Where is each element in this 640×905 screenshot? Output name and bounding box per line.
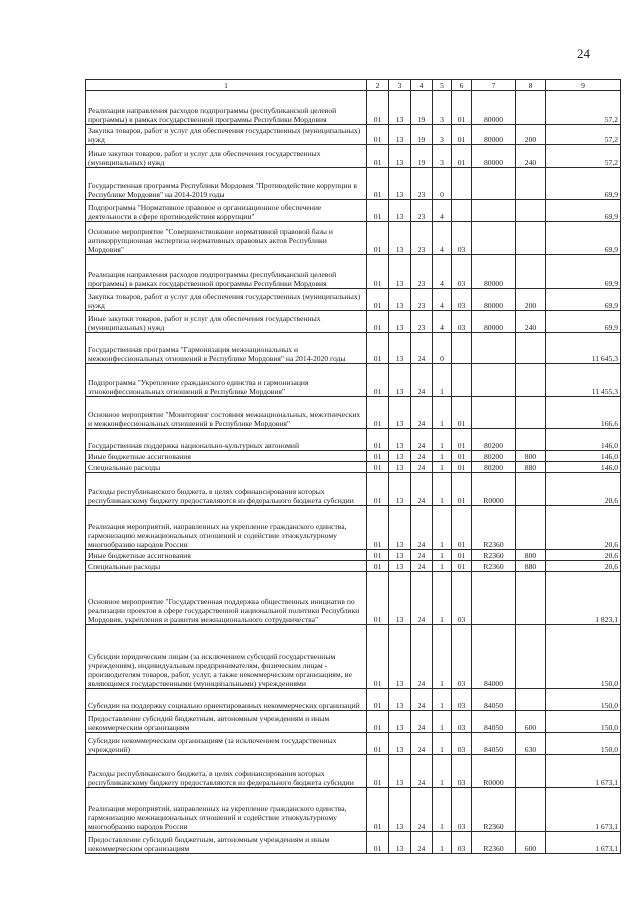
expense-name-cell: Субсидии некоммерческим организациям (за исключением государственных учреждений) (86, 733, 367, 755)
page-number: 24 (577, 46, 590, 61)
subprogram-code-cell: 1 (433, 473, 452, 506)
expense-type-cell: 880 (516, 561, 546, 572)
section-code-cell: 01 (367, 711, 389, 733)
amount-cell: 57,2 (546, 91, 621, 125)
program-code-cell: 24 (411, 462, 433, 473)
subsection-code-cell: 13 (389, 289, 411, 311)
amount-cell: 146,0 (546, 462, 621, 473)
amount-cell: 11 455,3 (546, 364, 621, 397)
header-col-9: 9 (546, 80, 621, 91)
program-code-cell: 23 (411, 255, 433, 289)
activity-code-cell (452, 200, 472, 222)
activity-code-cell: 03 (452, 572, 472, 625)
subsection-code-cell: 13 (389, 200, 411, 222)
expense-type-cell (516, 255, 546, 289)
activity-code-cell (452, 168, 472, 200)
program-code-cell: 24 (411, 788, 433, 832)
expense-name-cell: Основное мероприятие "Совершенствование нормативной правовой базы и антикоррупционная экспертиза нормативных правовых актов Республики Мордовия" (86, 222, 367, 255)
table-row (86, 832, 621, 854)
table-row (86, 222, 621, 255)
subprogram-code-cell: 4 (433, 289, 452, 311)
table-row (86, 200, 621, 222)
direction-code-cell: 84050 (472, 689, 516, 711)
direction-code-cell (472, 200, 516, 222)
table-row (86, 711, 621, 733)
amount-cell: 1 673,1 (546, 788, 621, 832)
subprogram-code-cell: 0 (433, 333, 452, 364)
program-code-cell: 24 (411, 550, 433, 561)
direction-code-cell: R2360 (472, 788, 516, 832)
amount-cell: 150,0 (546, 625, 621, 689)
expense-name-cell: Основное мероприятие "Государственная поддержка общественных инициатив по реализации проектов в сфере государственной национальной политики Республики Мордовия, укрепления и развития межнационального сотрудничества" (86, 572, 367, 625)
amount-cell: 69,9 (546, 222, 621, 255)
direction-code-cell: 80000 (472, 145, 516, 168)
table-row (86, 451, 621, 462)
section-code-cell: 01 (367, 755, 389, 788)
subsection-code-cell: 13 (389, 689, 411, 711)
table-row (86, 788, 621, 832)
table-row (86, 168, 621, 200)
table-row (86, 473, 621, 506)
expense-name-cell: Расходы республиканского бюджета, в целях софинансирования которых республиканскому бюджету предоставляются из федерального бюджета субсидии (86, 473, 367, 506)
table-row (86, 364, 621, 397)
subsection-code-cell: 13 (389, 506, 411, 550)
table-row (86, 429, 621, 451)
activity-code-cell: 03 (452, 689, 472, 711)
budget-table (85, 79, 621, 854)
subsection-code-cell: 13 (389, 788, 411, 832)
direction-code-cell: R2360 (472, 550, 516, 561)
table-row (86, 311, 621, 333)
subprogram-code-cell: 3 (433, 125, 452, 145)
subprogram-code-cell: 1 (433, 506, 452, 550)
subprogram-code-cell: 1 (433, 788, 452, 832)
amount-cell: 166,6 (546, 397, 621, 429)
section-code-cell: 01 (367, 788, 389, 832)
subprogram-code-cell: 0 (433, 168, 452, 200)
table-row (86, 333, 621, 364)
section-code-cell: 01 (367, 168, 389, 200)
section-code-cell: 01 (367, 689, 389, 711)
subsection-code-cell: 13 (389, 222, 411, 255)
expense-name-cell: Реализация мероприятий, направленных на укрепление гражданского единства, гармонизацию межнациональных отношений и содействие этнокультурному многообразию народов России (86, 788, 367, 832)
expense-type-cell (516, 397, 546, 429)
program-code-cell: 24 (411, 711, 433, 733)
expense-type-cell: 630 (516, 733, 546, 755)
amount-cell: 20,6 (546, 473, 621, 506)
activity-code-cell: 01 (452, 506, 472, 550)
activity-code-cell: 01 (452, 397, 472, 429)
activity-code-cell (452, 364, 472, 397)
subprogram-code-cell: 1 (433, 364, 452, 397)
direction-code-cell: 84050 (472, 711, 516, 733)
subprogram-code-cell: 1 (433, 572, 452, 625)
expense-type-cell: 200 (516, 289, 546, 311)
section-code-cell: 01 (367, 145, 389, 168)
expense-name-cell: Субсидии юридическим лицам (за исключением субсидий государственным учреждениям), индивидуальным предпринимателям, физическим лицам - производителям товаров, работ, услуг, а также некоммерческим организациям, не являющимся государственными (муниципальными) учреждениями (86, 625, 367, 689)
subprogram-code-cell: 1 (433, 733, 452, 755)
subsection-code-cell: 13 (389, 550, 411, 561)
table-row (86, 397, 621, 429)
direction-code-cell: R2360 (472, 832, 516, 854)
expense-name-cell: Государственная поддержка национально-культурных автономий (86, 429, 367, 451)
amount-cell: 1 673,1 (546, 832, 621, 854)
program-code-cell: 24 (411, 689, 433, 711)
table-row (86, 550, 621, 561)
amount-cell: 1 823,1 (546, 572, 621, 625)
subprogram-code-cell: 1 (433, 711, 452, 733)
amount-cell: 146,0 (546, 429, 621, 451)
section-code-cell: 01 (367, 451, 389, 462)
section-code-cell: 01 (367, 91, 389, 125)
section-code-cell: 01 (367, 561, 389, 572)
section-code-cell: 01 (367, 832, 389, 854)
expense-name-cell: Реализация направления расходов подпрограммы (республиканской целевой программы) в рамках государственной программы Республики Мордовия (86, 91, 367, 125)
program-code-cell: 24 (411, 506, 433, 550)
activity-code-cell: 01 (452, 462, 472, 473)
amount-cell: 20,6 (546, 506, 621, 550)
section-code-cell: 01 (367, 550, 389, 561)
subsection-code-cell: 13 (389, 168, 411, 200)
direction-code-cell (472, 333, 516, 364)
program-code-cell: 24 (411, 832, 433, 854)
program-code-cell: 24 (411, 733, 433, 755)
expense-name-cell: Иные закупки товаров, работ и услуг для обеспечения государственных (муниципальных) нужд (86, 311, 367, 333)
expense-name-cell: Подпрограмма "Укрепление гражданского единства и гармонизация этноконфессиональных отношений в Республике Мордовия" (86, 364, 367, 397)
subprogram-code-cell: 1 (433, 429, 452, 451)
section-code-cell: 01 (367, 572, 389, 625)
subsection-code-cell: 13 (389, 333, 411, 364)
program-code-cell: 24 (411, 429, 433, 451)
subsection-code-cell: 13 (389, 364, 411, 397)
program-code-cell: 24 (411, 333, 433, 364)
subprogram-code-cell: 3 (433, 145, 452, 168)
header-col-3: 3 (389, 80, 411, 91)
expense-name-cell: Иные закупки товаров, работ и услуг для обеспечения государственных (муниципальных) нужд (86, 145, 367, 168)
direction-code-cell: 80200 (472, 451, 516, 462)
subsection-code-cell: 13 (389, 429, 411, 451)
expense-type-cell (516, 168, 546, 200)
subprogram-code-cell: 1 (433, 625, 452, 689)
amount-cell: 1 673,1 (546, 755, 621, 788)
expense-type-cell (516, 788, 546, 832)
activity-code-cell: 03 (452, 222, 472, 255)
activity-code-cell: 03 (452, 711, 472, 733)
subprogram-code-cell: 1 (433, 550, 452, 561)
subprogram-code-cell: 3 (433, 91, 452, 125)
header-col-2: 2 (367, 80, 389, 91)
subsection-code-cell: 13 (389, 733, 411, 755)
expense-name-cell: Государственная программа "Гармонизация межнациональных и межконфессиональных отношений в Республике Мордовия" на 2014-2020 годы (86, 333, 367, 364)
activity-code-cell: 01 (452, 145, 472, 168)
direction-code-cell: R0000 (472, 755, 516, 788)
subsection-code-cell: 13 (389, 397, 411, 429)
subsection-code-cell: 13 (389, 625, 411, 689)
table-row (86, 125, 621, 145)
amount-cell: 69,9 (546, 311, 621, 333)
expense-name-cell: Основное мероприятие "Мониторинг состояния межнациональных, межэтнических и межконфессиональных отношений в Республике Мордовия" (86, 397, 367, 429)
section-code-cell: 01 (367, 506, 389, 550)
subprogram-code-cell: 1 (433, 755, 452, 788)
activity-code-cell: 03 (452, 625, 472, 689)
subsection-code-cell: 13 (389, 311, 411, 333)
direction-code-cell: 80000 (472, 125, 516, 145)
direction-code-cell (472, 222, 516, 255)
subsection-code-cell: 13 (389, 145, 411, 168)
program-code-cell: 24 (411, 625, 433, 689)
expense-name-cell: Субсидии на поддержку социально ориентированных некоммерческих организаций (86, 689, 367, 711)
section-code-cell: 01 (367, 200, 389, 222)
program-code-cell: 23 (411, 200, 433, 222)
direction-code-cell: 80000 (472, 311, 516, 333)
section-code-cell: 01 (367, 125, 389, 145)
table-row (86, 91, 621, 125)
header-col-5: 5 (433, 80, 452, 91)
section-code-cell: 01 (367, 429, 389, 451)
subsection-code-cell: 13 (389, 755, 411, 788)
activity-code-cell: 01 (452, 429, 472, 451)
program-code-cell: 23 (411, 222, 433, 255)
section-code-cell: 01 (367, 364, 389, 397)
activity-code-cell: 01 (452, 125, 472, 145)
program-code-cell: 23 (411, 289, 433, 311)
section-code-cell: 01 (367, 462, 389, 473)
table-row (86, 255, 621, 289)
expense-type-cell (516, 429, 546, 451)
expense-name-cell: Иные бюджетные ассигнования (86, 451, 367, 462)
expense-type-cell (516, 506, 546, 550)
direction-code-cell: 80000 (472, 289, 516, 311)
expense-name-cell: Иные бюджетные ассигнования (86, 550, 367, 561)
header-col-4: 4 (411, 80, 433, 91)
amount-cell: 69,9 (546, 168, 621, 200)
header-col-7: 7 (472, 80, 516, 91)
subprogram-code-cell: 1 (433, 462, 452, 473)
expense-type-cell (516, 91, 546, 125)
table-row (86, 561, 621, 572)
activity-code-cell: 01 (452, 561, 472, 572)
activity-code-cell: 01 (452, 550, 472, 561)
activity-code-cell: 03 (452, 755, 472, 788)
direction-code-cell: R2360 (472, 561, 516, 572)
activity-code-cell: 03 (452, 832, 472, 854)
table-row (86, 625, 621, 689)
activity-code-cell: 03 (452, 733, 472, 755)
section-code-cell: 01 (367, 333, 389, 364)
subsection-code-cell: 13 (389, 832, 411, 854)
subprogram-code-cell: 1 (433, 832, 452, 854)
table-row (86, 755, 621, 788)
expense-type-cell (516, 473, 546, 506)
direction-code-cell: R0000 (472, 473, 516, 506)
activity-code-cell: 03 (452, 255, 472, 289)
expense-type-cell: 240 (516, 145, 546, 168)
program-code-cell: 24 (411, 451, 433, 462)
activity-code-cell: 01 (452, 91, 472, 125)
expense-name-cell: Закупка товаров, работ и услуг для обеспечения государственных (муниципальных) нужд (86, 125, 367, 145)
direction-code-cell: 84000 (472, 625, 516, 689)
expense-name-cell: Реализация направления расходов подпрограммы (республиканской целевой программы) в рамках государственной программы Республики Мордовия (86, 255, 367, 289)
expense-type-cell (516, 755, 546, 788)
amount-cell: 69,9 (546, 255, 621, 289)
subsection-code-cell: 13 (389, 561, 411, 572)
expense-type-cell: 200 (516, 125, 546, 145)
amount-cell: 69,9 (546, 200, 621, 222)
activity-code-cell: 01 (452, 451, 472, 462)
activity-code-cell (452, 333, 472, 364)
expense-type-cell (516, 364, 546, 397)
section-code-cell: 01 (367, 222, 389, 255)
activity-code-cell: 03 (452, 289, 472, 311)
expense-name-cell: Закупка товаров, работ и услуг для обеспечения государственных (муниципальных) нужд (86, 289, 367, 311)
section-code-cell: 01 (367, 625, 389, 689)
program-code-cell: 23 (411, 168, 433, 200)
subprogram-code-cell: 1 (433, 689, 452, 711)
program-code-cell: 23 (411, 311, 433, 333)
expense-type-cell (516, 572, 546, 625)
table-row (86, 506, 621, 550)
direction-code-cell: R2360 (472, 506, 516, 550)
program-code-cell: 24 (411, 397, 433, 429)
subprogram-code-cell: 1 (433, 561, 452, 572)
subsection-code-cell: 13 (389, 462, 411, 473)
direction-code-cell: 80000 (472, 91, 516, 125)
direction-code-cell (472, 572, 516, 625)
expense-name-cell: Расходы республиканского бюджета, в целях софинансирования которых республиканскому бюджету предоставляются из федерального бюджета субсидии (86, 755, 367, 788)
expense-type-cell: 600 (516, 832, 546, 854)
amount-cell: 11 645,3 (546, 333, 621, 364)
table-row (86, 689, 621, 711)
table-row (86, 733, 621, 755)
expense-name-cell: Специальные расходы (86, 561, 367, 572)
expense-type-cell (516, 222, 546, 255)
subsection-code-cell: 13 (389, 255, 411, 289)
program-code-cell: 24 (411, 755, 433, 788)
expense-type-cell (516, 200, 546, 222)
direction-code-cell (472, 397, 516, 429)
direction-code-cell (472, 168, 516, 200)
direction-code-cell: 80000 (472, 255, 516, 289)
program-code-cell: 24 (411, 473, 433, 506)
program-code-cell: 19 (411, 91, 433, 125)
table-body (86, 91, 621, 854)
program-code-cell: 24 (411, 364, 433, 397)
expense-type-cell (516, 689, 546, 711)
expense-name-cell: Предоставление субсидий бюджетным, автономным учреждениям и иным некоммерческим организациям (86, 711, 367, 733)
activity-code-cell: 01 (452, 473, 472, 506)
table-row (86, 145, 621, 168)
program-code-cell: 24 (411, 561, 433, 572)
section-code-cell: 01 (367, 397, 389, 429)
expense-type-cell: 240 (516, 311, 546, 333)
amount-cell: 150,0 (546, 733, 621, 755)
expense-type-cell (516, 333, 546, 364)
header-col-1: 1 (86, 80, 367, 91)
expense-type-cell (516, 625, 546, 689)
table-header-row (86, 80, 621, 91)
header-col-6: 6 (452, 80, 472, 91)
program-code-cell: 19 (411, 145, 433, 168)
section-code-cell: 01 (367, 289, 389, 311)
direction-code-cell: 80200 (472, 429, 516, 451)
expense-name-cell: Государственная программа Республики Мордовия "Противодействие коррупции в Республике Мордовия" на 2014-2019 годы (86, 168, 367, 200)
table-row (86, 289, 621, 311)
direction-code-cell (472, 364, 516, 397)
amount-cell: 57,2 (546, 145, 621, 168)
table-row (86, 462, 621, 473)
program-code-cell: 24 (411, 572, 433, 625)
expense-name-cell: Предоставление субсидий бюджетным, автономным учреждениям и иным некоммерческим организациям (86, 832, 367, 854)
table-row (86, 572, 621, 625)
subprogram-code-cell: 1 (433, 451, 452, 462)
expense-type-cell: 600 (516, 711, 546, 733)
amount-cell: 69,9 (546, 289, 621, 311)
activity-code-cell: 03 (452, 311, 472, 333)
expense-type-cell: 880 (516, 462, 546, 473)
amount-cell: 20,6 (546, 561, 621, 572)
section-code-cell: 01 (367, 473, 389, 506)
subsection-code-cell: 13 (389, 91, 411, 125)
amount-cell: 150,0 (546, 689, 621, 711)
subsection-code-cell: 13 (389, 711, 411, 733)
amount-cell: 20,6 (546, 550, 621, 561)
header-col-8: 8 (516, 80, 546, 91)
subsection-code-cell: 13 (389, 572, 411, 625)
expense-type-cell: 800 (516, 550, 546, 561)
subprogram-code-cell: 1 (433, 397, 452, 429)
amount-cell: 146,0 (546, 451, 621, 462)
subsection-code-cell: 13 (389, 473, 411, 506)
expense-name-cell: Подпрограмма "Нормативное правовое и организационное обеспечение деятельности в сфере противодействия коррупции" (86, 200, 367, 222)
amount-cell: 57,2 (546, 125, 621, 145)
subprogram-code-cell: 4 (433, 222, 452, 255)
activity-code-cell: 03 (452, 788, 472, 832)
expense-name-cell: Реализация мероприятий, направленных на укрепление гражданского единства, гармонизацию межнациональных отношений и содействие этнокультурному многообразию народов России (86, 506, 367, 550)
expense-name-cell: Специальные расходы (86, 462, 367, 473)
section-code-cell: 01 (367, 733, 389, 755)
subsection-code-cell: 13 (389, 451, 411, 462)
subprogram-code-cell: 4 (433, 311, 452, 333)
expense-type-cell: 800 (516, 451, 546, 462)
section-code-cell: 01 (367, 255, 389, 289)
subprogram-code-cell: 4 (433, 255, 452, 289)
direction-code-cell: 84050 (472, 733, 516, 755)
subprogram-code-cell: 4 (433, 200, 452, 222)
subsection-code-cell: 13 (389, 125, 411, 145)
section-code-cell: 01 (367, 311, 389, 333)
amount-cell: 150,0 (546, 711, 621, 733)
direction-code-cell: 80200 (472, 462, 516, 473)
program-code-cell: 19 (411, 125, 433, 145)
